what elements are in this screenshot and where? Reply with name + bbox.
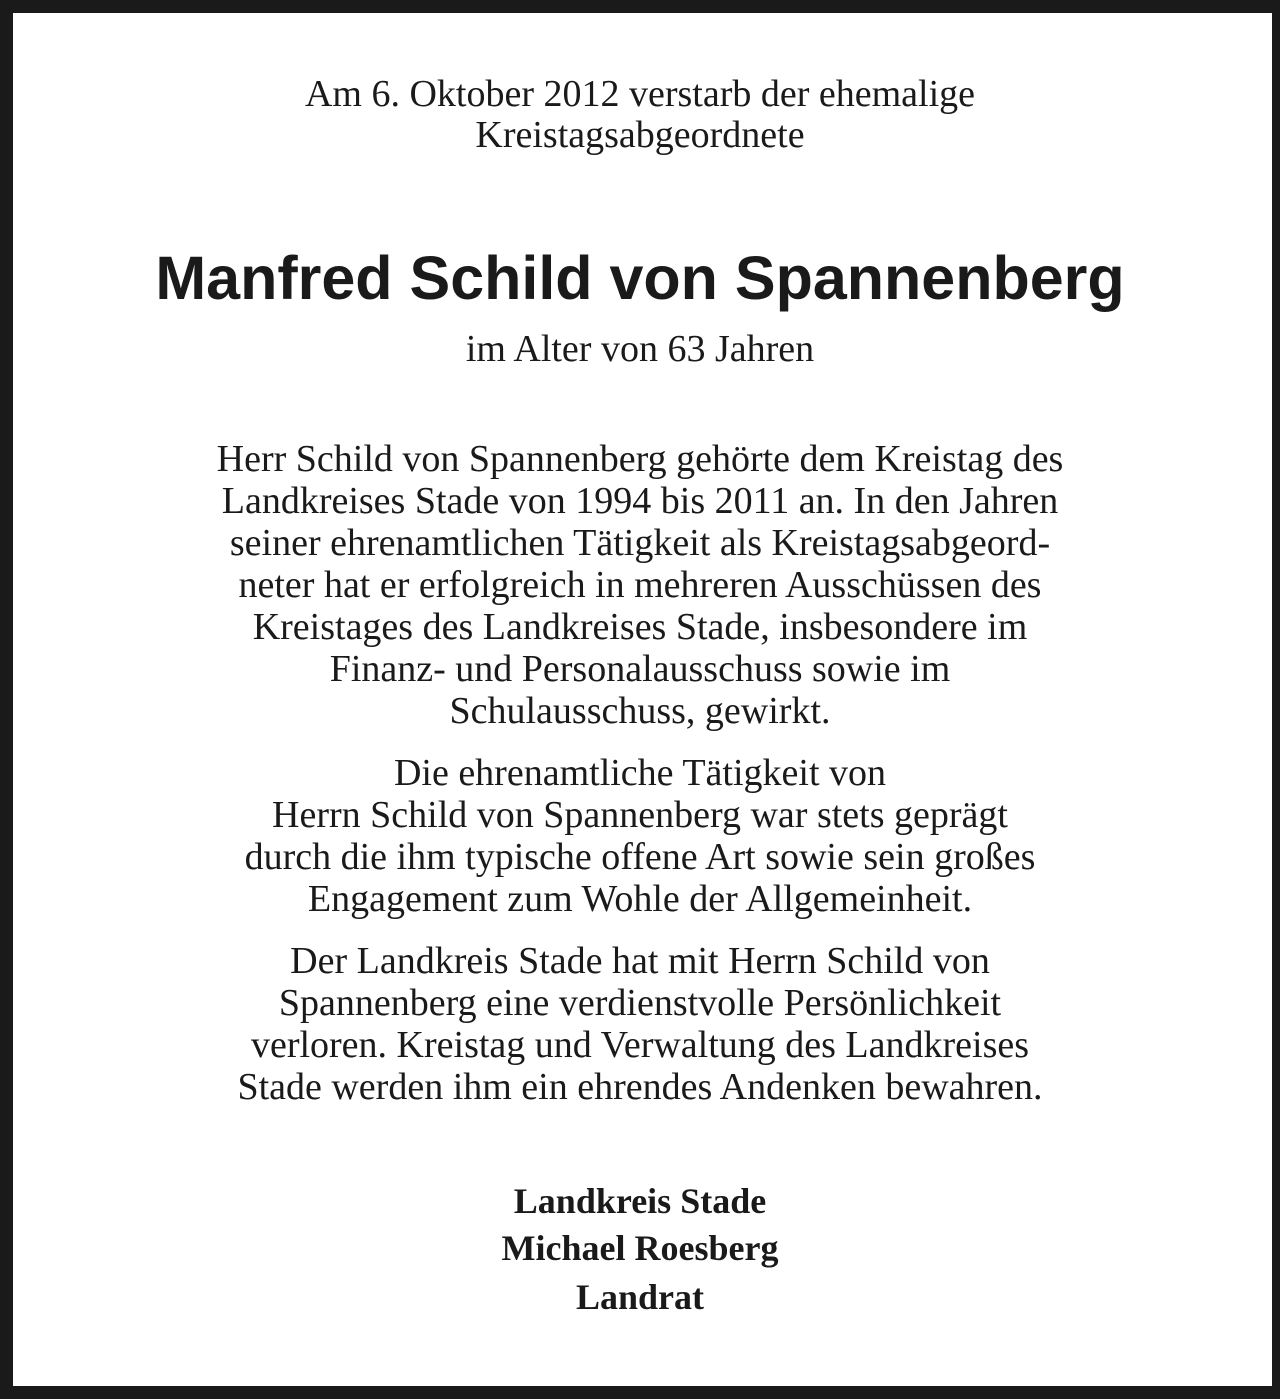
paragraph-1-line: Landkreises Stade von 1994 bis 2011 an. In den Jahren <box>221 480 1059 522</box>
paragraph-1-line: Finanz- und Personalausschuss sowie im <box>329 648 951 690</box>
paragraph-2-line: Herrn Schild von Spannenberg war stets geprägt <box>272 794 1008 836</box>
paragraph-3-line: verloren. Kreistag und Verwaltung des Landkreises <box>250 1024 1030 1066</box>
age-line: im Alter von 63 Jahren <box>465 328 815 370</box>
paragraph-1-line: neter hat er erfolgreich in mehreren Ausschüssen des <box>238 564 1042 606</box>
intro-line-2: Kreistagsabgeordnete <box>475 114 805 156</box>
paragraph-1-line: seiner ehrenamtlichen Tätigkeit als Kreistagsabgeord- <box>229 522 1051 564</box>
paragraph-1-line: Kreistages des Landkreises Stade, insbesondere im <box>252 606 1028 648</box>
paragraph-1-line: Herr Schild von Spannenberg gehörte dem Kreistag des <box>216 438 1064 480</box>
paragraph-2-line: Die ehrenamtliche Tätigkeit von <box>393 752 887 794</box>
paragraph-3-line: Stade werden ihm ein ehrendes Andenken bewahren. <box>237 1066 1043 1108</box>
paragraph-3-line: Spannenberg eine verdienstvolle Persönlichkeit <box>278 982 1002 1024</box>
paragraph-2-line: Engagement zum Wohle der Allgemeinheit. <box>307 878 973 920</box>
paragraph-3-line: Der Landkreis Stade hat mit Herrn Schild von <box>290 940 990 982</box>
deceased-name: Manfred Schild von Spannenberg <box>155 244 1125 312</box>
signature-title: Landrat <box>575 1277 705 1317</box>
paragraph-1-line: Schulausschuss, gewirkt. <box>449 690 831 732</box>
signature-organization: Landkreis Stade <box>513 1181 767 1221</box>
intro-line-1: Am 6. Oktober 2012 verstarb der ehemalige <box>304 73 976 115</box>
paragraph-2-line: durch die ihm typische offene Art sowie sein großes <box>244 836 1036 878</box>
signature-person: Michael Roesberg <box>501 1228 779 1268</box>
